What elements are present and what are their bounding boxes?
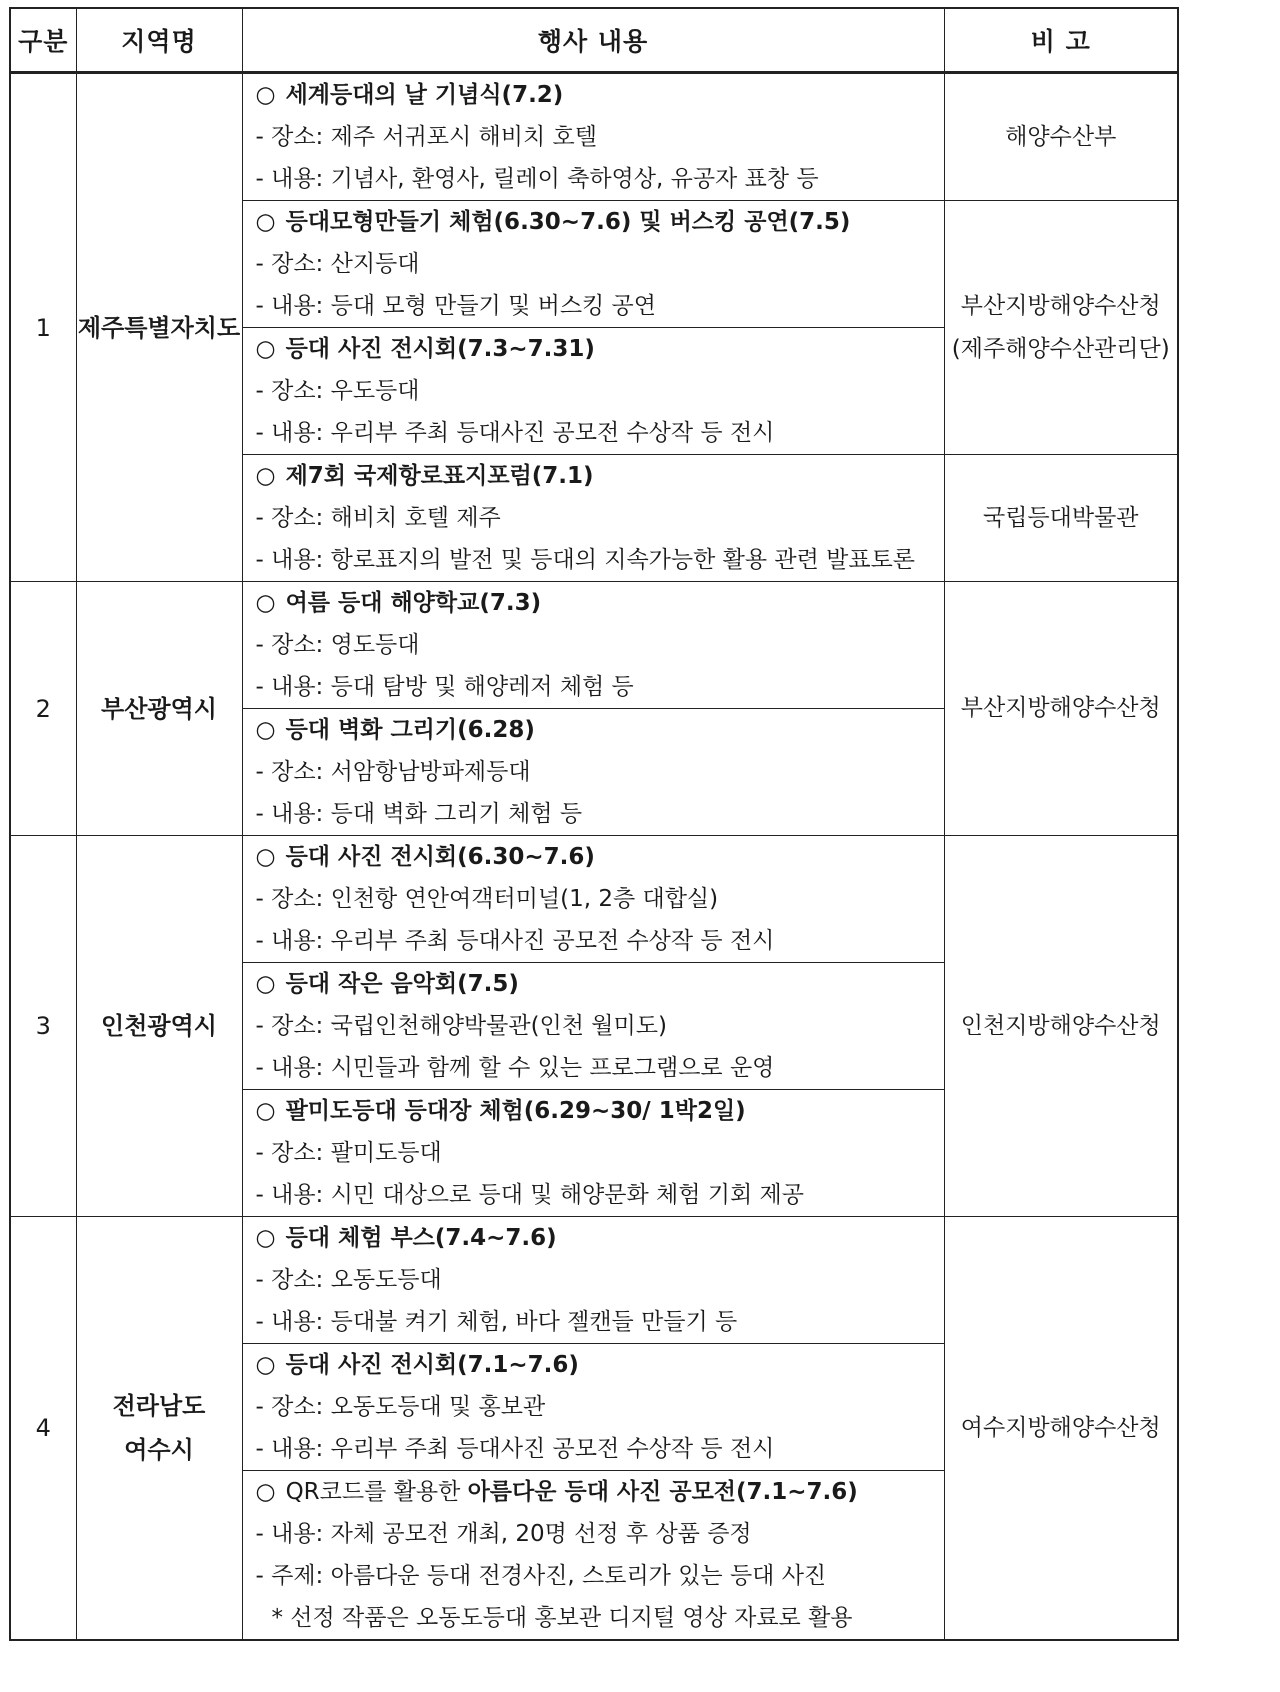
event-detail-line: - 장소: 제주 서귀포시 해비치 호텔 (255, 124, 597, 150)
event-title-line (256, 1471, 940, 1513)
circle-bullet-icon: ○ (255, 1352, 276, 1378)
event-detail-line: - 주제: 아름다운 등대 전경사진, 스토리가 있는 등대 사진 (255, 1563, 827, 1589)
circle-bullet-icon: ○ (255, 209, 276, 235)
note-cell (944, 582, 1178, 836)
region-name: 제주특별자치도 (76, 73, 242, 582)
event-detail-line: - 장소: 국립인천해양박물관(인천 월미도) (255, 1013, 667, 1039)
event-detail-line: - 내용: 시민들과 함께 할 수 있는 프로그램으로 운영 (255, 1055, 775, 1081)
region-name-line: 전라남도 (112, 1392, 206, 1420)
event-detail-line: - 내용: 자체 공모전 개최, 20명 선정 후 상품 증정 (255, 1521, 752, 1547)
circle-bullet-icon: ○ (255, 844, 276, 870)
event-cell (242, 963, 944, 1090)
note-cell (944, 455, 1178, 582)
event-detail-line: - 내용: 기념사, 환영사, 릴레이 축하영상, 유공자 표창 등 (255, 166, 819, 192)
event-detail-line: - 내용: 등대 탐방 및 해양레저 체험 등 (255, 674, 634, 700)
event-detail-line: - 장소: 우도등대 (255, 378, 420, 404)
note-cell (944, 1217, 1178, 1641)
event-cell (242, 836, 944, 963)
event-title: 등대 작은 음악회(7.5) (285, 971, 519, 997)
event-detail-line: - 장소: 서암항남방파제등대 (255, 759, 531, 785)
event-title-line (256, 74, 940, 116)
event-title: 세계등대의 날 기념식(7.2) (285, 82, 564, 108)
circle-bullet-icon: ○ (255, 336, 276, 362)
event-title-line (256, 582, 940, 624)
table-row (10, 836, 1178, 963)
event-title-line (256, 836, 940, 878)
event-title: 등대 벽화 그리기(6.28) (285, 717, 535, 743)
event-cell (242, 1471, 944, 1641)
note-cell (944, 73, 1178, 201)
note-line: 국립등대박물관 (982, 504, 1139, 531)
event-title: 등대 사진 전시회(7.1~7.6) (285, 1352, 579, 1378)
event-detail-line: - 장소: 오동도등대 (255, 1267, 442, 1293)
table-body (10, 73, 1178, 1641)
event-title-line (256, 1217, 940, 1259)
group-number: 2 (10, 582, 76, 836)
events-table-wrapper (9, 7, 1179, 1641)
event-detail-line: - 내용: 우리부 주최 등대사진 공모전 수상작 등 전시 (255, 928, 775, 954)
event-detail-line: - 장소: 오동도등대 및 홍보관 (255, 1394, 546, 1420)
event-cell (242, 1217, 944, 1344)
region-name: 인천광역시 (76, 836, 242, 1217)
region-name (76, 1217, 242, 1641)
circle-bullet-icon: ○ (255, 717, 276, 743)
circle-bullet-icon: ○ (255, 1098, 276, 1124)
note-line: 부산지방해양수산청 (960, 292, 1161, 319)
group-number: 4 (10, 1217, 76, 1641)
event-title-line (256, 1344, 940, 1386)
circle-bullet-icon: ○ (255, 463, 276, 489)
event-title: 팔미도등대 등대장 체험(6.29~30/ 1박2일) (285, 1098, 746, 1124)
event-detail-line: - 내용: 등대 벽화 그리기 체험 등 (255, 801, 583, 827)
event-cell (242, 201, 944, 328)
circle-bullet-icon: ○ (255, 590, 276, 616)
circle-bullet-icon: ○ (255, 971, 276, 997)
note-line: 해양수산부 (1005, 123, 1117, 150)
event-detail-line: - 장소: 해비치 호텔 제주 (255, 505, 501, 531)
event-detail-line: - 장소: 산지등대 (255, 251, 420, 277)
group-number: 1 (10, 73, 76, 582)
header-content: 행사 내용 (242, 8, 944, 73)
circle-bullet-icon: ○ (255, 82, 276, 108)
event-cell (242, 582, 944, 709)
event-title: 아름다운 등대 사진 공모전(7.1~7.6) (467, 1479, 858, 1505)
event-cell (242, 73, 944, 201)
note-line: 인천지방해양수산청 (960, 1012, 1161, 1039)
event-detail-line: - 내용: 우리부 주최 등대사진 공모전 수상작 등 전시 (255, 1436, 775, 1462)
event-detail-line: - 내용: 시민 대상으로 등대 및 해양문화 체험 기회 제공 (255, 1182, 804, 1208)
event-title-line (256, 201, 940, 243)
event-detail-line: - 장소: 인천항 연안여객터미널(1, 2층 대합실) (255, 886, 719, 912)
event-title-line (256, 455, 940, 497)
event-cell (242, 709, 944, 836)
table-row (10, 73, 1178, 201)
event-detail-line: - 장소: 영도등대 (255, 632, 420, 658)
event-title-prefix: QR코드를 활용한 (285, 1479, 468, 1505)
region-name-line: 여수시 (124, 1436, 194, 1464)
event-detail-line: - 내용: 등대 모형 만들기 및 버스킹 공연 (255, 293, 656, 319)
table-row (10, 582, 1178, 709)
event-title: 여름 등대 해양학교(7.3) (285, 590, 542, 616)
event-title-line (256, 328, 940, 370)
header-region: 지역명 (76, 8, 242, 73)
circle-bullet-icon: ○ (255, 1479, 276, 1505)
event-title: 등대 사진 전시회(7.3~7.31) (285, 336, 595, 362)
header-note: 비 고 (944, 8, 1178, 73)
header-no: 구분 (10, 8, 76, 73)
note-cell (944, 836, 1178, 1217)
event-title-line (256, 709, 940, 751)
event-title: 등대 체험 부스(7.4~7.6) (285, 1225, 557, 1251)
event-title-line (256, 963, 940, 1005)
note-line: 여수지방해양수산청 (960, 1414, 1161, 1441)
event-cell (242, 1344, 944, 1471)
event-detail-line: - 내용: 우리부 주최 등대사진 공모전 수상작 등 전시 (255, 420, 775, 446)
event-title: 등대 사진 전시회(6.30~7.6) (285, 844, 595, 870)
events-table (9, 7, 1179, 1641)
event-cell (242, 455, 944, 582)
table-row (10, 1217, 1178, 1344)
event-cell (242, 1090, 944, 1217)
event-detail-line: - 장소: 팔미도등대 (255, 1140, 442, 1166)
group-number: 3 (10, 836, 76, 1217)
event-cell (242, 328, 944, 455)
event-title: 등대모형만들기 체험(6.30~7.6) 및 버스킹 공연(7.5) (285, 209, 851, 235)
region-name: 부산광역시 (76, 582, 242, 836)
event-title-line (256, 1090, 940, 1132)
note-cell (944, 201, 1178, 455)
note-line: 부산지방해양수산청 (960, 695, 1161, 721)
note-line: (제주해양수산관리단) (951, 335, 1170, 362)
event-title: 제7회 국제항로표지포럼(7.1) (285, 463, 594, 489)
table-header-row (10, 8, 1178, 73)
circle-bullet-icon: ○ (255, 1225, 276, 1251)
event-detail-line: - 내용: 항로표지의 발전 및 등대의 지속가능한 활용 관련 발표토론 (255, 547, 916, 573)
event-detail-line: - 내용: 등대불 켜기 체험, 바다 젤캔들 만들기 등 (255, 1309, 738, 1335)
event-footnote: * 선정 작품은 오동도등대 홍보관 디지털 영상 자료로 활용 (271, 1605, 853, 1631)
